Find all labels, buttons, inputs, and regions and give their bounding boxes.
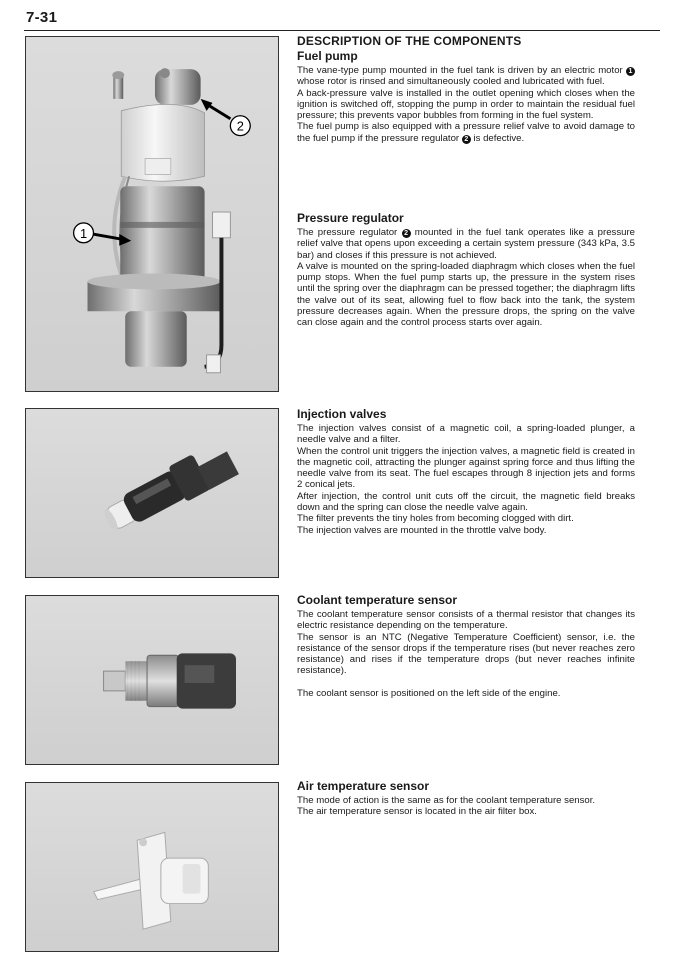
pressure-regulator-heading: Pressure regulator [297, 211, 404, 225]
injection-paragraph-3: After injection, the control unit cuts off the circuit, the magnetic field breaks down and the spring can close the needle valve again. [297, 490, 635, 514]
badge-2: 2 [462, 135, 471, 144]
fuel-pump-paragraph-1: The vane-type pump mounted in the fuel tank is driven by an electric motor 1 whose rotor is rinsed and simultaneously cooled and lubricated with fuel. [297, 65, 635, 88]
callout-2-label: 2 [236, 118, 244, 134]
fuel-pump-photo [25, 36, 279, 392]
pressure-regulator-paragraph-1: The pressure regulator 2 mounted in the fuel tank operates like a pressure relief valve that opens upon exceeding a certain system pressure (343 kPa, 3.5 bar) and closes if this pressure is not achieved. [297, 227, 635, 261]
injection-paragraph-2: When the control unit triggers the injection valves, a magnetic field is created in the magnetic coil, attracting the plunger against spring force and thus lifting the needle valve from its seat. The fuel escapes through 8 injection jets and forms 2 conical jets. [297, 445, 635, 491]
injection-paragraph-1: The injection valves consist of a magnetic coil, a spring-loaded plunger, a needle valve and a filter. [297, 423, 635, 446]
coolant-paragraph-1: The coolant temperature sensor consists of a thermal resistor that changes its electric resistance depending on the temperature. [297, 609, 635, 632]
air-sensor-section [297, 779, 635, 818]
injection-valves-section [297, 407, 635, 536]
badge-1: 1 [626, 67, 635, 76]
air-paragraph-2: The air temperature sensor is located in the air filter box. [297, 806, 537, 818]
fuel-pump-paragraph-2: A back-pressure valve is installed in the outlet opening which closes when the ignition is switched off, stopping the pump in order to maintain the residual fuel pressure; this prevents vapor bubbles from forming in the fuel system. [297, 87, 635, 122]
badge-2: 2 [402, 229, 411, 238]
fuel-pump-section [297, 34, 635, 144]
coolant-sensor-heading: Coolant temperature sensor [297, 593, 458, 607]
fuel-pump-paragraph-3: The fuel pump is also equipped with a pressure relief valve to avoid damage to the fuel pump if the pressure regulator 2 is defective. [297, 121, 635, 144]
injection-paragraph-5: The injection valves are mounted in the throttle valve body. [297, 524, 547, 536]
air-paragraph-1: The mode of action is the same as for the coolant temperature sensor. [297, 795, 596, 806]
page-number: 7-31 [26, 9, 58, 26]
fuel-pump-heading: Fuel pump [297, 49, 358, 63]
pressure-regulator-paragraph-2: A valve is mounted on the spring-loaded diaphragm which closes when the fuel pump stops. When the fuel pump starts up, the pressure in the system rises until the spring over the diaphragm can be pressed together; the diaphragm lifts the valve out of its seat, allowing fuel to flow back into the tank, the system pressure decreases again. When the pressure drops, the spring on the valve can close again and the control process starts over again. [297, 260, 635, 329]
air-sensor-photo [25, 782, 279, 952]
pressure-regulator-section [297, 211, 635, 329]
section-title: DESCRIPTION OF THE COMPONENTS [297, 34, 522, 48]
injection-valve-photo [25, 408, 279, 578]
coolant-paragraph-3: The coolant sensor is positioned on the left side of the engine. [297, 687, 561, 699]
callout-1-label: 1 [79, 225, 88, 241]
header-divider [24, 30, 660, 31]
air-sensor-heading: Air temperature sensor [297, 779, 430, 793]
coolant-sensor-section [297, 593, 635, 699]
injection-valves-heading: Injection valves [297, 407, 387, 421]
coolant-sensor-photo [25, 595, 279, 765]
injection-paragraph-4: The filter prevents the tiny holes from becoming clogged with dirt. [297, 513, 574, 525]
coolant-paragraph-2: The sensor is an NTC (Negative Temperature Coefficient) sensor, i.e. the resistance of the sensor drops if the temperature rises (but never reaches zero resistance) and rises if the temperature drops (but never reaches infinite resistance). [297, 631, 635, 677]
